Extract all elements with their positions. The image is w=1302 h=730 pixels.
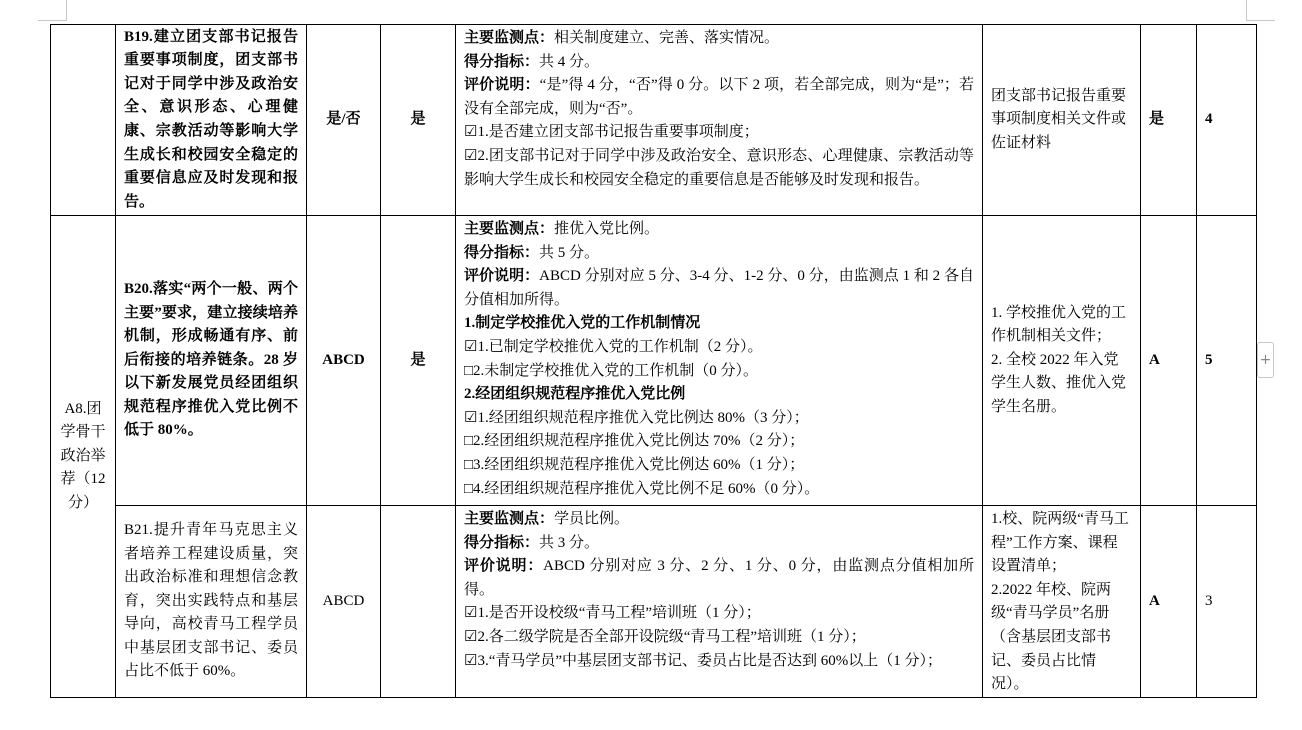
table-row xyxy=(51,216,1257,506)
evidence-item: 2.2022 年校、院两级“青马学员”名册（含基层团支部书记、委员占比情况）。 xyxy=(991,581,1112,693)
criteria-text: ☑1.经团组织规范程序推优入党比例达 80%（3 分）； xyxy=(464,409,809,426)
score-cell: 5 xyxy=(1197,216,1257,506)
criteria-line xyxy=(464,312,974,336)
criteria-line xyxy=(464,602,974,626)
applicable-cell: 是 xyxy=(381,216,456,506)
criteria-line xyxy=(464,74,974,121)
criteria-text: □3.经团组织规范程序推优入党比例达 60%（1 分）； xyxy=(464,456,805,473)
page-corner-mark xyxy=(66,0,67,21)
grade-cell: A xyxy=(1141,506,1197,698)
criteria-cell xyxy=(456,25,983,216)
evidence-cell xyxy=(983,25,1141,216)
category-cell: A8.团学骨干政治举荐（12分） xyxy=(51,216,116,698)
evidence-item: 1.校、院两级“青马工程”工作方案、课程设置清单； xyxy=(991,511,1129,575)
grade-cell: A xyxy=(1141,216,1197,506)
page-corner-mark xyxy=(38,20,67,21)
table-row xyxy=(51,506,1257,698)
criteria-text: 学员比例。 xyxy=(554,511,630,527)
item-cell: B19.建立团支部书记报告重要事项制度，团支部书记对于同学中涉及政治安全、意识形态、心理健康、宗教活动等影响大学生成长和校园安全稳定的重要信息应及时发现和报告。 xyxy=(116,25,307,216)
criteria-label: 得分指标： xyxy=(464,534,540,551)
criteria-line xyxy=(464,336,974,360)
criteria-line xyxy=(464,121,974,145)
criteria-line xyxy=(464,407,974,431)
criteria-text: ☑2.各二级学院是否全部开设院级“青马工程”培训班（1 分）； xyxy=(464,628,866,645)
criteria-line xyxy=(464,508,974,532)
criteria-text: □2.经团组织规范程序推优入党比例达 70%（2 分）； xyxy=(464,433,805,450)
criteria-line xyxy=(464,242,974,266)
type-cell: 是/否 xyxy=(307,25,381,216)
criteria-text: 共 4 分。 xyxy=(539,53,600,70)
criteria-label: 主要监测点： xyxy=(464,511,555,527)
criteria-line xyxy=(464,650,974,674)
type-cell: ABCD xyxy=(307,506,381,698)
criteria-label: 评价说明： xyxy=(464,77,540,94)
category-cell xyxy=(51,25,116,216)
criteria-line xyxy=(464,360,974,384)
page-corner-mark xyxy=(1246,20,1275,21)
criteria-label: 得分指标： xyxy=(464,53,540,70)
criteria-line xyxy=(464,218,974,242)
criteria-line xyxy=(464,145,974,192)
evidence-item: 2. 全校 2022 年入党学生人数、推优入党学生名册。 xyxy=(991,351,1127,415)
criteria-text: 共 5 分。 xyxy=(539,244,600,261)
score-cell: 4 xyxy=(1197,25,1257,216)
criteria-text: ☑1.已制定学校推优入党的工作机制（2 分）。 xyxy=(464,338,763,355)
criteria-label: 主要监测点： xyxy=(464,30,555,46)
criteria-line xyxy=(464,626,974,650)
page-corner-mark xyxy=(1246,0,1247,21)
evidence-cell xyxy=(983,216,1141,506)
criteria-label: 评价说明： xyxy=(464,268,540,285)
table-row xyxy=(51,25,1257,216)
criteria-text: ☑3.“青马学员”中基层团支部书记、委员占比是否达到 60%以上（1 分）； xyxy=(464,652,943,669)
criteria-label: 主要监测点： xyxy=(464,221,555,237)
item-cell: B21.提升青年马克思主义者培养工程建设质量，突出政治标准和理想信念教育，突出实践特点和基层导向，高校青马工程学员中基层团支部书记、委员占比不低于 60%。 xyxy=(116,506,307,698)
criteria-text: ABCD 分别对应 3 分、2 分、1 分、0 分，由监测点分值相加所得。 xyxy=(464,558,974,598)
item-cell: B20.落实“两个一般、两个主要”要求，建立接续培养机制，形成畅通有序、前后衔接的培养链条。28 岁以下新发展党员经团组织规范程序推优入党比例不低于 80%。 xyxy=(116,216,307,506)
evaluation-table xyxy=(50,24,1257,698)
criteria-cell xyxy=(456,216,983,506)
criteria-text: □4.经团组织规范程序推优入党比例不足 60%（0 分）。 xyxy=(464,480,820,497)
criteria-text: “是”得 4 分，“否”得 0 分。以下 2 项，若全部完成，则为“是”；若没有全部完成，则为“否”。 xyxy=(464,77,974,117)
criteria-line xyxy=(464,265,974,312)
criteria-label: 得分指标： xyxy=(464,244,540,261)
criteria-text: ☑1.是否建立团支部书记报告重要事项制度； xyxy=(464,124,759,141)
criteria-text: □2.未制定学校推优入党的工作机制（0 分）。 xyxy=(464,362,759,379)
criteria-line xyxy=(464,27,974,51)
applicable-cell: 是 xyxy=(381,25,456,216)
criteria-text: 相关制度建立、完善、落实情况。 xyxy=(554,30,780,46)
criteria-cell xyxy=(456,506,983,698)
criteria-label: 2.经团组织规范程序推优入党比例 xyxy=(464,386,686,403)
criteria-line xyxy=(464,383,974,407)
evidence-item: 团支部书记报告重要事项制度相关文件或佐证材料 xyxy=(991,87,1127,151)
criteria-line xyxy=(464,555,974,602)
criteria-line xyxy=(464,454,974,478)
score-cell: 3 xyxy=(1197,506,1257,698)
criteria-line xyxy=(464,532,974,556)
criteria-text: ☑2.团支部书记对于同学中涉及政治安全、意识形态、心理健康、宗教活动等影响大学生成长和校园安全稳定的重要信息是否能够及时发现和报告。 xyxy=(464,147,974,188)
evidence-item: 1. 学校推优入党的工作机制相关文件； xyxy=(991,304,1127,345)
criteria-text: ☑1.是否开设校级“青马工程”培训班（1 分）； xyxy=(464,605,761,622)
type-cell: ABCD xyxy=(307,216,381,506)
criteria-text: 推优入党比例。 xyxy=(554,221,660,237)
evidence-cell xyxy=(983,506,1141,698)
criteria-text: 共 3 分。 xyxy=(539,534,600,551)
criteria-label: 评价说明： xyxy=(464,558,544,575)
criteria-line xyxy=(464,478,974,502)
criteria-line xyxy=(464,51,974,75)
applicable-cell xyxy=(381,506,456,698)
criteria-label: 1.制定学校推优入党的工作机制情况 xyxy=(464,315,701,332)
add-row-button[interactable]: + xyxy=(1257,342,1274,378)
grade-cell: 是 xyxy=(1141,25,1197,216)
criteria-text: ABCD 分别对应 5 分、3-4 分、1-2 分、0 分，由监测点 1 和 2 各自分值相加所得。 xyxy=(464,268,974,308)
criteria-line xyxy=(464,430,974,454)
